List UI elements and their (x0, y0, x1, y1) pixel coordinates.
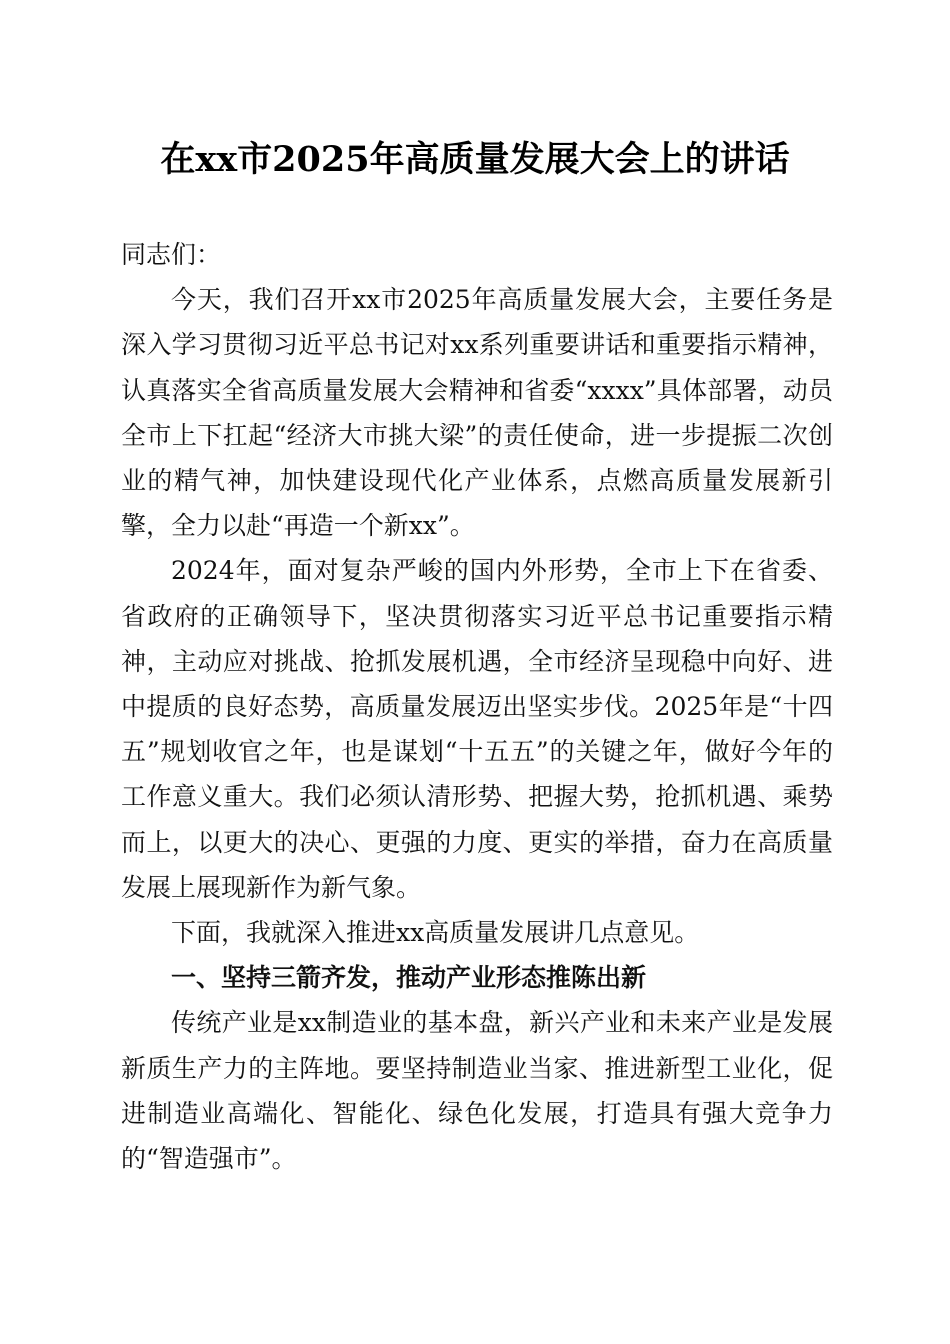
section-paragraph-1: 传统产业是xx制造业的基本盘，新兴产业和未来产业是发展新质生产力的主阵地。要坚持制造业当家、推进新型工业化，促进制造业高端化、智能化、绿色化发展，打造具有强大竞争力的“智造强市”。 (121, 1008, 833, 1174)
salutation: 同志们： (121, 240, 222, 269)
paragraph-2: 2024年，面对复杂严峻的国内外形势，全市上下在省委、省政府的正确领导下，坚决贯彻落实习近平总书记重要指示精神，主动应对挑战、抢抓发展机遇，全市经济呈现稳中向好、进中提质的良好态势，高质量发展迈出坚实步伐。2025年是“十四五”规划收官之年，也是谋划“十五五”的关键之年，做好今年的工作意义重大。我们必须认清形势、把握大势，抢抓机遇、乘势而上，以更大的决心、更强的力度、更实的举措，奋力在高质量发展上展现新作为新气象。 (121, 556, 833, 902)
paragraph-3: 下面，我就深入推进xx高质量发展讲几点意见。 (171, 918, 700, 948)
document-title: 在xx市2025年高质量发展大会上的讲话 (160, 139, 790, 180)
document-body (121, 232, 833, 1181)
paragraph-1: 今天，我们召开xx市2025年高质量发展大会，主要任务是深入学习贯彻习近平总书记对xx系列重要讲话和重要指示精神，认真落实全省高质量发展大会精神和省委“xxxx”具体部署，动员全市上下扛起“经济大市挑大梁”的责任使命，进一步提振二次创业的精气神，加快建设现代化产业体系，点燃高质量发展新引擎，全力以赴“再造一个新xx”。 (121, 285, 833, 541)
section-heading: 一、坚持三箭齐发，推动产业形态推陈出新 (171, 963, 647, 993)
